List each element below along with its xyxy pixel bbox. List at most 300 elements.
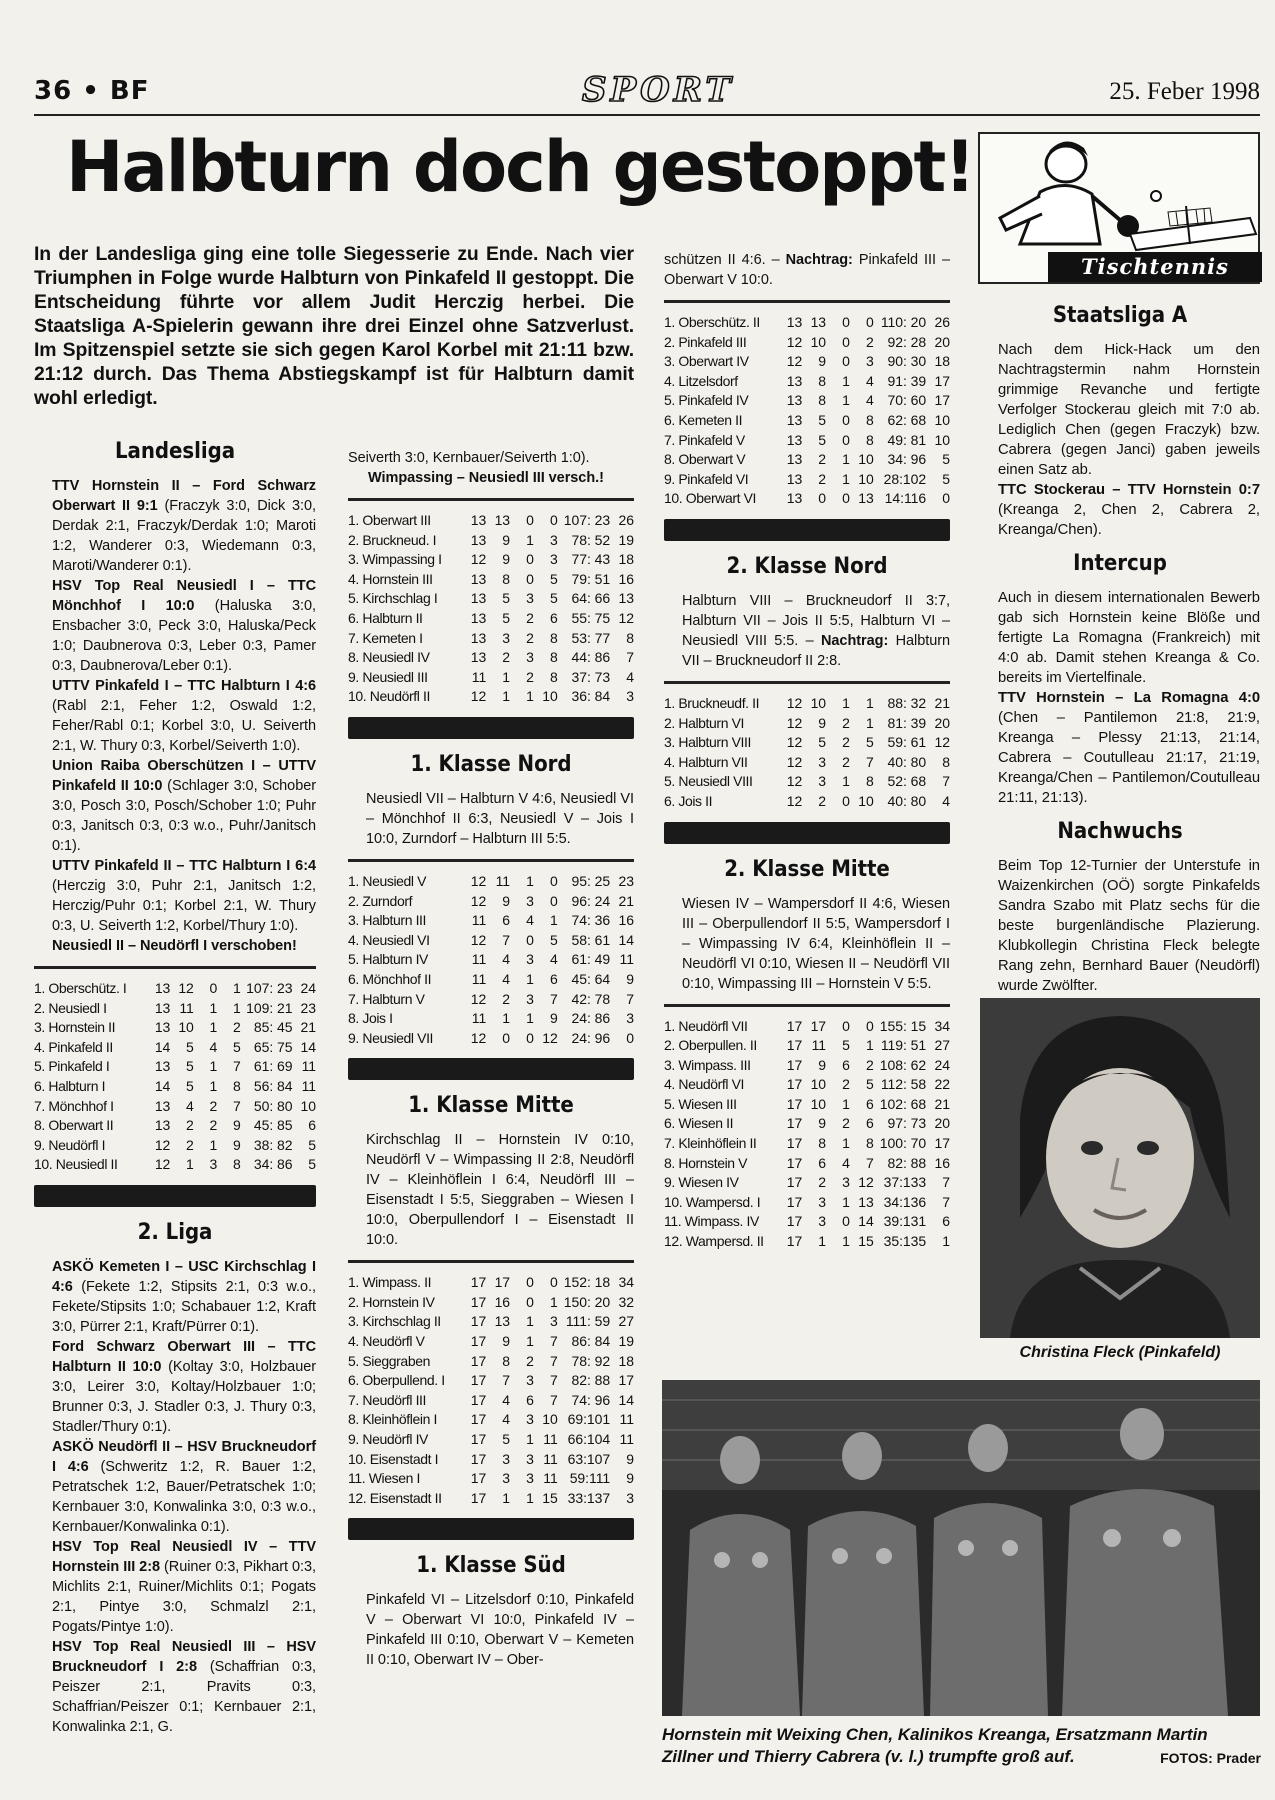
stat-cell: 100: 70 — [879, 1135, 927, 1152]
team-cell: 2. Neusiedl I — [34, 999, 107, 1016]
stat-cell: 8 — [549, 668, 558, 685]
stat-cell: 9 — [818, 1056, 827, 1073]
stat-cell: 119: 51 — [880, 1037, 927, 1054]
stat-cell: 3 — [502, 629, 511, 646]
stat-cell: 9 — [502, 892, 511, 909]
stat-cell: 6 — [308, 1117, 316, 1134]
stat-cell: 8 — [502, 1352, 511, 1369]
stat-cell: 19 — [618, 531, 634, 548]
stat-cell: 17 — [786, 1174, 803, 1191]
table-row — [348, 1430, 634, 1450]
stat-cell: 17 — [470, 1470, 487, 1487]
stat-cell: 1 — [865, 714, 874, 731]
liga2-results — [34, 1257, 316, 1737]
stat-cell: 10 — [810, 694, 827, 711]
stat-cell: 4 — [865, 392, 874, 409]
stat-cell: 59:111 — [569, 1470, 611, 1487]
divider-bar — [348, 717, 634, 739]
tischtennis-banner: Tischtennis — [1048, 252, 1262, 282]
photo-hornstein-team — [662, 1380, 1260, 1716]
stat-cell: 32 — [618, 1293, 634, 1310]
stat-cell: 17 — [470, 1333, 487, 1350]
table-row — [348, 1450, 634, 1470]
stat-cell: 2 — [502, 649, 511, 666]
stat-cell: 4 — [186, 1097, 194, 1114]
subheading-1-klasse-nord: 1. Klasse Nord — [410, 751, 572, 777]
stat-cell: 8 — [626, 629, 634, 646]
match-detail: (Koltay 3:0, Holzbauer 3:0, Leirer 3:0, Koltay/Holzbauer 1:0; Brunner 0:3, J. Stadler 0:3, J. Thury 0:3, Stadler/Thury 0:1). — [52, 1358, 317, 1435]
team-cell: 5. Neusiedl VIII — [664, 773, 753, 790]
stat-cell: 11 — [471, 668, 487, 685]
stat-cell: 1 — [502, 688, 511, 705]
stat-cell: 0 — [842, 1017, 850, 1034]
table-row — [664, 431, 950, 451]
stat-cell: 5 — [502, 609, 511, 626]
stat-cell: 1 — [549, 1293, 558, 1310]
team-cell: 11. Wimpass. IV — [664, 1213, 759, 1230]
table-row — [664, 1154, 950, 1174]
team-cell: 5. Halbturn IV — [348, 951, 428, 968]
stat-cell: 17 — [934, 1135, 950, 1152]
stat-cell: 12 — [470, 872, 487, 889]
table-tennis-player-icon — [980, 134, 1262, 256]
table-row — [348, 970, 634, 990]
stat-cell: 1 — [233, 980, 241, 996]
stat-cell: 2 — [818, 451, 827, 468]
stat-cell: 17 — [470, 1274, 487, 1291]
stat-cell: 1 — [842, 451, 850, 468]
column-2 — [348, 448, 634, 1670]
staatsliga-text: Nach dem Hick-Hack um den Nachtragstermin nahm Hornstein grimmige Revanche und fertigte Verfolger Stockerau gleich mit 7:0 ab. Lediglich Chen (gegen Fraczyk) bzw. Cabrera (gegen Janci) gaben jeweils einen Satz ab. — [998, 342, 1260, 478]
stat-cell: 10 — [300, 1097, 316, 1114]
stat-cell: 2 — [818, 1174, 827, 1191]
match-result — [34, 936, 316, 956]
match-title: HSV Top Real Neusiedl III – HSV Bruckneudorf I 2:8 — [52, 1638, 316, 1675]
stat-cell: 13 — [786, 490, 803, 507]
stat-cell: 5 — [549, 570, 558, 587]
stat-cell: 3 — [549, 531, 558, 548]
table-row — [664, 1095, 950, 1115]
stat-cell: 95: 25 — [571, 872, 611, 889]
table-row — [348, 911, 634, 931]
match-title: UTTV Pinkafeld II – TTC Halbturn I 6:4 — [52, 858, 316, 874]
team-cell: 7. Mönchhof I — [34, 1097, 114, 1114]
divider-bar — [664, 519, 950, 541]
team-cell: 5. Wiesen III — [664, 1095, 737, 1112]
stat-cell: 44: 86 — [571, 649, 611, 666]
team-cell: 2. Bruckneud. I — [348, 531, 437, 548]
stat-cell: 5 — [233, 1038, 241, 1055]
stat-cell: 17 — [470, 1372, 487, 1389]
stat-cell: 9 — [549, 1010, 558, 1027]
team-cell: 3. Halbturn III — [348, 912, 427, 929]
stat-cell: 109: 21 — [246, 999, 293, 1016]
team-cell: 2. Pinkafeld III — [664, 333, 747, 350]
stat-cell: 3 — [526, 1470, 534, 1487]
stat-cell: 12 — [470, 931, 487, 948]
stat-cell: 17 — [810, 1017, 827, 1034]
stat-cell: 26 — [618, 512, 634, 528]
stat-cell: 16 — [494, 1293, 511, 1310]
team-cell: 1. Oberwart III — [348, 512, 431, 528]
stat-cell: 3 — [526, 1450, 534, 1467]
match-result — [34, 1337, 316, 1437]
stat-cell: 7 — [549, 1391, 558, 1408]
team-cell: 12. Wampersd. II — [664, 1233, 764, 1250]
stat-cell: 70: 60 — [887, 392, 927, 409]
stat-cell: 11 — [471, 970, 487, 987]
stat-cell: 5 — [502, 1431, 511, 1448]
team-cell: 10. Neusiedl II — [34, 1156, 118, 1173]
stat-cell: 17 — [470, 1391, 487, 1408]
stat-cell: 2 — [842, 734, 850, 751]
intercup-match: TTV Hornstein – La Romagna 4:0 — [998, 690, 1260, 706]
stat-cell: 14 — [154, 1038, 171, 1055]
stat-cell: 14 — [858, 1213, 874, 1230]
team-cell: 1. Oberschütz. II — [664, 314, 760, 330]
stat-cell: 108: 62 — [879, 1056, 927, 1073]
stat-cell: 8 — [818, 372, 827, 389]
stat-cell: 2 — [526, 629, 534, 646]
stat-cell: 14:116 — [884, 490, 927, 507]
stat-cell: 3 — [626, 688, 634, 705]
team-cell: 8. Kleinhöflein I — [348, 1411, 437, 1428]
stat-cell: 5 — [186, 1058, 194, 1075]
stat-cell: 10 — [542, 688, 558, 705]
stat-cell: 8 — [233, 1156, 241, 1173]
team-cell: 8. Oberwart V — [664, 451, 746, 468]
stat-cell: 17 — [786, 1213, 803, 1230]
stat-cell: 13 — [810, 314, 827, 330]
stat-cell: 107: 23 — [246, 980, 293, 996]
stat-cell: 6 — [502, 912, 511, 929]
stat-cell: 23 — [300, 999, 316, 1016]
stat-cell: 6 — [549, 970, 558, 987]
stat-cell: 17 — [786, 1135, 803, 1152]
stat-cell: 12 — [786, 792, 803, 809]
intercup-text: Auch in diesem internationalen Bewerb gab sich Hornstein keine Blöße und fertigte La Romagna (Frankreich) mit 4:0 ab. Damit stehen Kreanga & Co. bereits im Viertelfinale. — [998, 590, 1260, 686]
team-cell: 2. Halbturn VI — [664, 714, 744, 731]
portrait-photo — [980, 998, 1260, 1338]
stat-cell: 0 — [626, 1029, 634, 1046]
match-title: Union Raiba Oberschützen I – UTTV Pinkafeld II 10:0 — [52, 758, 316, 794]
stat-cell: 2 — [818, 792, 827, 809]
stat-cell: 1 — [865, 1037, 874, 1054]
match-title: Ford Schwarz Oberwart III – TTC Halbturn II 10:0 — [52, 1338, 316, 1375]
stat-cell: 9 — [233, 1117, 241, 1134]
stat-cell: 6 — [942, 1213, 950, 1230]
team-cell: 6. Jois II — [664, 792, 713, 809]
stat-cell: 12 — [470, 990, 487, 1007]
subheading-1-klasse-sued: 1. Klasse Süd — [416, 1553, 566, 1579]
stat-cell: 20 — [934, 1115, 950, 1132]
table-row — [348, 1029, 634, 1049]
stat-cell: 0 — [526, 931, 534, 948]
table-row — [664, 753, 950, 773]
stat-cell: 59: 61 — [887, 734, 927, 751]
stat-cell: 13 — [494, 512, 511, 528]
stat-cell: 7 — [626, 649, 634, 666]
stat-cell: 2 — [186, 1117, 194, 1134]
stat-cell: 0 — [526, 512, 534, 528]
stat-cell: 11 — [619, 1431, 634, 1448]
nachtrag-label: Nachtrag: — [821, 632, 889, 649]
team-cell: 2. Oberpullen. II — [664, 1037, 757, 1054]
table-row — [664, 333, 950, 353]
stat-cell: 82: 88 — [571, 1372, 611, 1389]
stat-cell: 12 — [470, 1029, 487, 1046]
stat-cell: 102: 68 — [879, 1095, 927, 1112]
column-3 — [664, 250, 950, 1252]
stat-cell: 13 — [470, 570, 487, 587]
nord2-results: Halbturn VIII – Bruckneudorf II 3:7, Halbturn VII – Jois II 5:5, Halbturn VI – Neusiedl VIII 5:5. – — [682, 592, 950, 649]
section-title: SPORT — [582, 70, 735, 110]
stat-cell: 85: 45 — [253, 1019, 293, 1036]
table-row — [664, 1075, 950, 1095]
table-row — [664, 733, 950, 753]
stat-cell: 1 — [842, 392, 850, 409]
stat-cell: 55: 75 — [571, 609, 611, 626]
page-number: 36 • BF — [34, 76, 150, 106]
stat-cell: 7 — [865, 753, 874, 770]
stat-cell: 13 — [786, 451, 803, 468]
table-row — [348, 1489, 634, 1509]
stat-cell: 9 — [233, 1136, 241, 1153]
stat-cell: 3 — [526, 892, 534, 909]
team-cell: 7. Kemeten I — [348, 629, 423, 646]
match-title: HSV Top Real Neusiedl I – TTC Mönchhof I 10:0 — [52, 578, 316, 614]
stat-cell: 3 — [818, 753, 827, 770]
stat-cell: 1 — [842, 773, 850, 790]
stat-cell: 0 — [526, 1293, 534, 1310]
stat-cell: 13 — [786, 314, 803, 330]
stat-cell: 13 — [154, 1117, 171, 1134]
stat-cell: 5 — [308, 1136, 316, 1153]
nachwuchs-text: Beim Top 12-Turnier der Unterstufe in Waizenkirchen (OÖ) sorgte Pinkafelds Sandra Szabo mit Platz sechs für die beste burgenländische Plazierung. Klubkollegin Christina Fleck belegte Rang zehn, Bernhard Bauer (Neudörfl) wurde Zwölfter. — [998, 858, 1260, 994]
stat-cell: 9 — [626, 1450, 634, 1467]
stat-cell: 7 — [942, 1174, 950, 1191]
table-row — [664, 372, 950, 392]
stat-cell: 36: 84 — [571, 688, 611, 705]
stat-cell: 0 — [842, 1213, 850, 1230]
match-detail: (Ruiner 0:3, Pikhart 0:3, Michlits 2:1, Ruiner/Michlits 0:1; Pogats 2:1, Pintye 3:0, Schmalzl 2:1, Pogats/Pintye 1:0). — [52, 1558, 317, 1635]
mitte1-results: Kirchschlag II – Hornstein IV 0:10, Neudörfl V – Wimpassing II 2:8, Neudörfl IV – Kleinhöflein I 6:4, Neudörfl III – Eisenstadt I 5:5, Sieggraben – Wiesen I 10:0, Oberpullendorf I – Eisenstadt II 10:0. — [366, 1132, 634, 1249]
stat-cell: 22 — [934, 1076, 950, 1093]
stat-cell: 13 — [154, 999, 171, 1016]
stat-cell: 8 — [942, 753, 950, 770]
stat-cell: 13 — [470, 629, 487, 646]
stat-cell: 12 — [786, 734, 803, 751]
stat-cell: 16 — [934, 1154, 950, 1171]
stat-cell: 9 — [626, 970, 634, 987]
stat-cell: 33:137 — [567, 1489, 611, 1506]
table-row — [664, 489, 950, 509]
stat-cell: 12 — [470, 551, 487, 568]
table-row — [664, 694, 950, 714]
stat-cell: 5 — [865, 1076, 874, 1093]
team-cell: 4. Neusiedl VI — [348, 931, 430, 948]
stat-cell: 2 — [818, 470, 827, 487]
divider-bar — [664, 822, 950, 844]
table-row — [348, 950, 634, 970]
stat-cell: 6 — [526, 1391, 534, 1408]
stat-cell: 150: 20 — [563, 1293, 611, 1310]
stat-cell: 17 — [786, 1017, 803, 1034]
stat-cell: 0 — [842, 792, 850, 809]
stat-cell: 11 — [543, 1431, 558, 1448]
stat-cell: 12 — [786, 333, 803, 350]
stat-cell: 3 — [626, 1489, 634, 1506]
intercup-detail: (Chen – Pantilemon 21:8, 21:9, Kreanga – Plessy 21:13, 21:14, Cabrera – Coutulleau 21:17, 21:19, Kreanga/Chen – Pantilemon/Coutulleau 21:11, 21:13). — [998, 710, 1260, 806]
stat-cell: 1 — [526, 531, 534, 548]
stat-cell: 2 — [526, 609, 534, 626]
stat-cell: 17 — [786, 1076, 803, 1093]
stat-cell: 7 — [549, 990, 558, 1007]
table-row — [34, 1136, 316, 1156]
subheading-1-klasse-mitte: 1. Klasse Mitte — [408, 1093, 574, 1119]
stat-cell: 13 — [470, 609, 487, 626]
match-result — [34, 856, 316, 936]
stat-cell: 1 — [842, 372, 850, 389]
mitte2-results: Wiesen IV – Wampersdorf II 4:6, Wiesen III – Oberpullendorf II 5:5, Wampersdorf I – Wimpassing IV 6:4, Kleinhöflein II – Neudörfl VI 0:10, Wiesen II – Neudörfl VII 0:10, Wimpassing III – Hornstein V 5:5. — [682, 895, 950, 992]
stat-cell: 12 — [470, 688, 487, 705]
stat-cell: 24 — [300, 980, 316, 996]
tischtennis-illustration — [978, 132, 1260, 284]
stat-cell: 21 — [300, 1019, 316, 1036]
stat-cell: 1 — [186, 1156, 194, 1173]
stat-cell: 7 — [502, 931, 511, 948]
stat-cell: 7 — [502, 1372, 511, 1389]
team-cell: 4. Halbturn VII — [664, 753, 748, 770]
stat-cell: 3 — [526, 990, 534, 1007]
liga2-standings — [348, 498, 634, 707]
stat-cell: 0 — [502, 1029, 511, 1046]
stat-cell: 17 — [470, 1293, 487, 1310]
stat-cell: 7 — [942, 773, 950, 790]
team-cell: 11. Wiesen I — [348, 1470, 420, 1487]
stat-cell: 0 — [842, 333, 850, 350]
stat-cell: 10 — [542, 1411, 558, 1428]
stat-cell: 11 — [471, 1010, 487, 1027]
stat-cell: 4 — [526, 912, 534, 929]
stat-cell: 14 — [300, 1038, 316, 1055]
match-result — [34, 576, 316, 676]
team-cell: 9. Neusiedl VII — [348, 1029, 434, 1046]
stat-cell: 16 — [618, 570, 634, 587]
team-cell: 9. Neusiedl III — [348, 668, 428, 685]
stat-cell: 40: 80 — [887, 753, 927, 770]
stat-cell: 13 — [786, 392, 803, 409]
stat-cell: 20 — [934, 333, 950, 350]
nord1-standings — [348, 859, 634, 1048]
table-row — [348, 648, 634, 668]
stat-cell: 1 — [818, 1233, 827, 1250]
table-row — [34, 999, 316, 1019]
stat-cell: 8 — [865, 1135, 874, 1152]
stat-cell: 8 — [502, 570, 511, 587]
table-row — [348, 668, 634, 688]
stat-cell: 1 — [502, 668, 511, 685]
stat-cell: 8 — [549, 629, 558, 646]
team-cell: 7. Halbturn V — [348, 990, 425, 1007]
subheading-2-klasse-nord: 2. Klasse Nord — [726, 553, 888, 579]
stat-cell: 8 — [865, 411, 874, 428]
table-row — [34, 1116, 316, 1136]
stat-cell: 90: 30 — [887, 353, 927, 370]
team-cell: 6. Oberpullend. I — [348, 1372, 445, 1389]
stat-cell: 10 — [858, 470, 874, 487]
stat-cell: 45: 85 — [253, 1117, 293, 1134]
match-result — [34, 1537, 316, 1637]
stat-cell: 13 — [470, 512, 487, 528]
table-row — [348, 931, 634, 951]
team-cell: 7. Neudörfl III — [348, 1391, 427, 1408]
stat-cell: 5 — [549, 590, 558, 607]
stat-cell: 18 — [618, 1352, 634, 1369]
match-title: TTV Hornstein II – Ford Schwarz Oberwart II 9:1 — [52, 478, 316, 514]
table-row — [348, 1312, 634, 1332]
match-result — [34, 1257, 316, 1337]
stat-cell: 1 — [842, 470, 850, 487]
table-row — [348, 629, 634, 649]
table-row — [664, 313, 950, 333]
stat-cell: 4 — [865, 372, 874, 389]
team-cell: 1. Wimpass. II — [348, 1274, 432, 1291]
stat-cell: 3 — [526, 951, 534, 968]
stat-cell: 0 — [549, 872, 558, 889]
stat-cell: 3 — [502, 1450, 511, 1467]
stat-cell: 13 — [858, 1193, 874, 1210]
stat-cell: 13 — [786, 431, 803, 448]
stat-cell: 10 — [858, 792, 874, 809]
match-detail: (Schaffrian 0:3, Peiszer 2:1, Pravits 0:3, Schaffrian/Peiszer 0:1; Kernbauer 2:1, Konwalinka 2:1, G. — [52, 1658, 316, 1735]
stat-cell: 152: 18 — [563, 1274, 611, 1291]
stat-cell: 7 — [865, 1154, 874, 1171]
stat-cell: 9 — [818, 714, 827, 731]
table-row — [348, 872, 634, 892]
stat-cell: 11 — [543, 1450, 558, 1467]
team-cell: 8. Oberwart II — [34, 1117, 114, 1134]
staatsliga-match: TTC Stockerau – TTV Hornstein 0:7 — [998, 482, 1260, 498]
stat-cell: 1 — [842, 1193, 850, 1210]
stat-cell: 17 — [786, 1233, 803, 1250]
stat-cell: 1 — [526, 1489, 534, 1506]
stat-cell: 2 — [233, 1019, 241, 1036]
stat-cell: 112: 58 — [880, 1076, 927, 1093]
stat-cell: 61: 49 — [571, 951, 611, 968]
stat-cell: 0 — [526, 1274, 534, 1291]
team-cell: 4. Neudörfl V — [348, 1333, 425, 1350]
stat-cell: 12 — [786, 694, 803, 711]
stat-cell: 1 — [549, 912, 558, 929]
table-row — [34, 1057, 316, 1077]
stat-cell: 24: 96 — [571, 1029, 611, 1046]
stat-cell: 1 — [526, 1010, 534, 1027]
match-result — [34, 676, 316, 756]
stat-cell: 1 — [209, 1019, 218, 1036]
stat-cell: 4 — [209, 1038, 218, 1055]
stat-cell: 17 — [470, 1489, 487, 1506]
stat-cell: 8 — [549, 649, 558, 666]
table-row — [664, 1134, 950, 1154]
stat-cell: 10 — [178, 1019, 194, 1036]
stat-cell: 5 — [865, 734, 874, 751]
table-row — [348, 687, 634, 707]
table-row — [34, 979, 316, 999]
staatsliga-detail: (Kreanga 2, Chen 2, Cabrera 2, Kreanga/Chen). — [998, 502, 1260, 538]
team-cell: 3. Wimpassing I — [348, 551, 442, 568]
stat-cell: 0 — [549, 1274, 558, 1291]
